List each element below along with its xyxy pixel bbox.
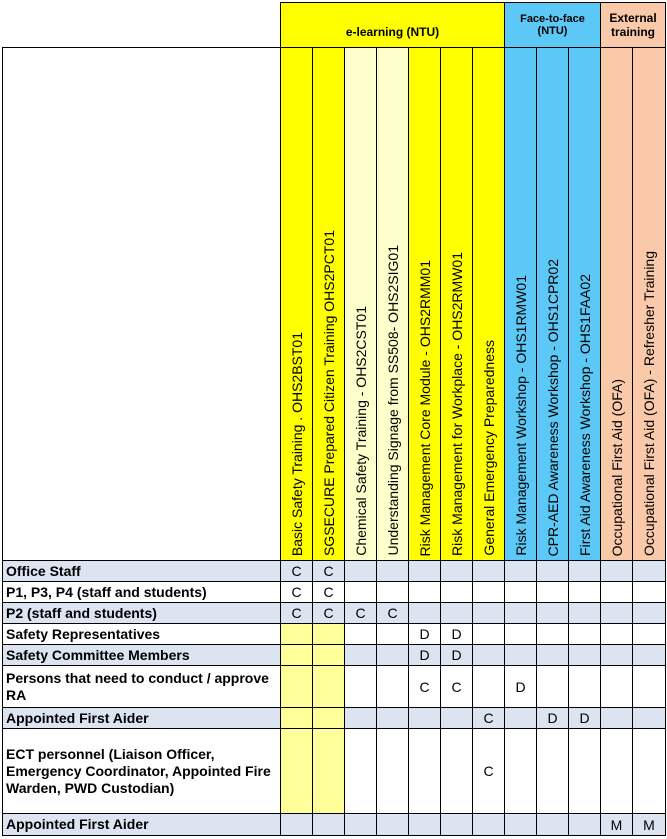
requirement-cell	[505, 729, 537, 814]
row-label: Persons that need to conduct / approve RA	[3, 666, 281, 708]
requirement-cell	[569, 666, 601, 708]
requirement-cell: C	[313, 561, 345, 582]
requirement-cell	[601, 645, 633, 666]
requirement-cell	[313, 708, 345, 729]
requirement-cell	[569, 603, 601, 624]
requirement-cell	[473, 645, 505, 666]
requirement-cell	[345, 561, 377, 582]
course-label: Occupational First Aid (OFA)	[608, 378, 625, 556]
table-row	[3, 645, 666, 666]
requirement-cell	[601, 708, 633, 729]
requirement-cell	[313, 729, 345, 814]
requirement-cell	[409, 603, 441, 624]
course-label: Understanding Signage from SS508- OHS2SIG01	[384, 245, 401, 556]
requirement-cell	[377, 708, 409, 729]
course-label: Risk Management Workshop - OHS1RMW01	[512, 275, 529, 556]
requirement-cell	[537, 645, 569, 666]
requirement-cell: C	[345, 603, 377, 624]
requirement-cell	[601, 603, 633, 624]
requirement-cell: D	[505, 666, 537, 708]
requirement-cell: C	[313, 603, 345, 624]
requirement-cell	[505, 624, 537, 645]
course-label: Risk Management for Workplace - OHS2RMW01	[448, 252, 465, 556]
requirement-cell: C	[281, 603, 313, 624]
requirement-cell	[281, 708, 313, 729]
course-header	[409, 48, 441, 561]
row-label: Appointed First Aider	[3, 708, 281, 729]
requirement-cell	[313, 666, 345, 708]
requirement-cell	[633, 666, 666, 708]
course-label: CPR-AED Awareness Workshop - OHS1CPR02	[544, 258, 561, 556]
requirement-cell	[633, 582, 666, 603]
course-header-row	[3, 48, 666, 561]
requirement-cell	[441, 814, 473, 836]
requirement-cell	[633, 729, 666, 814]
requirement-cell	[505, 582, 537, 603]
row-label: Office Staff	[3, 561, 281, 582]
requirement-cell	[633, 645, 666, 666]
course-label: SGSECURE Prepared Citizen Training OHS2PCT01	[320, 229, 337, 556]
requirement-cell	[281, 645, 313, 666]
requirement-cell	[377, 729, 409, 814]
row-label: P1, P3, P4 (staff and students)	[3, 582, 281, 603]
requirement-cell	[345, 624, 377, 645]
table-body	[3, 561, 666, 836]
course-label: General Emergency Preparedness	[480, 340, 497, 556]
requirement-cell	[281, 729, 313, 814]
requirement-cell	[409, 729, 441, 814]
requirement-cell	[505, 708, 537, 729]
requirement-cell	[377, 666, 409, 708]
requirement-cell	[633, 561, 666, 582]
table-row	[3, 708, 666, 729]
requirement-cell	[377, 814, 409, 836]
table-row	[3, 603, 666, 624]
group-header-row	[3, 3, 666, 48]
requirement-cell: C	[473, 708, 505, 729]
requirement-cell	[473, 666, 505, 708]
requirement-cell: M	[601, 814, 633, 836]
requirement-cell: D	[537, 708, 569, 729]
requirement-cell	[377, 624, 409, 645]
training-requirements-table	[2, 2, 666, 836]
requirement-cell	[281, 814, 313, 836]
requirement-cell	[633, 708, 666, 729]
requirement-cell	[377, 561, 409, 582]
requirement-cell	[377, 582, 409, 603]
requirement-cell: M	[633, 814, 666, 836]
requirement-cell	[569, 561, 601, 582]
requirement-cell: D	[569, 708, 601, 729]
requirement-cell	[569, 582, 601, 603]
requirement-cell	[345, 645, 377, 666]
requirement-cell: C	[281, 582, 313, 603]
course-header	[537, 48, 569, 561]
course-header	[345, 48, 377, 561]
requirement-cell	[345, 708, 377, 729]
requirement-cell: D	[409, 624, 441, 645]
course-header	[377, 48, 409, 561]
requirement-cell: C	[409, 666, 441, 708]
requirement-cell	[313, 624, 345, 645]
requirement-cell	[473, 603, 505, 624]
requirement-cell	[601, 582, 633, 603]
group-external: External training	[601, 3, 666, 48]
requirement-cell	[505, 561, 537, 582]
requirement-cell	[441, 561, 473, 582]
requirement-cell: C	[377, 603, 409, 624]
requirement-cell	[537, 729, 569, 814]
course-header	[633, 48, 666, 561]
requirement-cell	[345, 582, 377, 603]
group-elearning: e-learning (NTU)	[281, 3, 505, 48]
requirement-cell	[409, 814, 441, 836]
requirement-cell	[569, 814, 601, 836]
row-label: Safety Representatives	[3, 624, 281, 645]
course-header	[505, 48, 537, 561]
requirement-cell	[569, 645, 601, 666]
requirement-cell	[569, 624, 601, 645]
table-row	[3, 814, 666, 836]
requirement-cell	[537, 814, 569, 836]
requirement-cell	[409, 582, 441, 603]
requirement-cell: D	[409, 645, 441, 666]
requirement-cell	[537, 666, 569, 708]
requirement-cell	[441, 708, 473, 729]
row-label: Safety Committee Members	[3, 645, 281, 666]
requirement-cell	[409, 561, 441, 582]
requirement-cell: C	[281, 561, 313, 582]
requirement-cell	[537, 561, 569, 582]
requirement-cell	[601, 561, 633, 582]
requirement-cell	[537, 603, 569, 624]
course-header	[313, 48, 345, 561]
requirement-cell	[441, 729, 473, 814]
course-header	[281, 48, 313, 561]
requirement-cell	[409, 708, 441, 729]
blank-label-header	[3, 48, 281, 561]
table-row	[3, 582, 666, 603]
requirement-cell	[537, 624, 569, 645]
requirement-cell	[345, 729, 377, 814]
row-label: Appointed First Aider	[3, 814, 281, 836]
table-row	[3, 729, 666, 814]
requirement-cell	[281, 666, 313, 708]
requirement-cell	[569, 729, 601, 814]
requirement-cell	[537, 582, 569, 603]
course-header	[473, 48, 505, 561]
course-header	[601, 48, 633, 561]
requirement-cell	[377, 645, 409, 666]
requirement-cell	[441, 603, 473, 624]
course-label: Basic Safety Training . OHS2BST01	[288, 331, 305, 556]
requirement-cell: C	[473, 729, 505, 814]
requirement-cell	[601, 729, 633, 814]
requirement-cell	[505, 814, 537, 836]
course-label: Risk Management Core Module - OHS2RMM01	[416, 259, 433, 556]
requirement-cell	[441, 582, 473, 603]
group-face-to-face: Face-to-face (NTU)	[505, 3, 601, 48]
requirement-cell	[505, 603, 537, 624]
requirement-cell	[313, 645, 345, 666]
requirement-cell	[601, 666, 633, 708]
table-row	[3, 666, 666, 708]
course-label: First Aid Awareness Workshop - OHS1FAA02	[576, 274, 593, 556]
requirement-cell	[345, 814, 377, 836]
requirement-cell: D	[441, 624, 473, 645]
table-row	[3, 624, 666, 645]
table-row	[3, 561, 666, 582]
requirement-cell	[601, 624, 633, 645]
requirement-cell	[473, 624, 505, 645]
requirement-cell: D	[441, 645, 473, 666]
course-header	[569, 48, 601, 561]
course-label: Occupational First Aid (OFA) - Refresher Training	[641, 251, 657, 556]
requirement-cell	[473, 582, 505, 603]
requirement-cell	[473, 814, 505, 836]
row-label: P2 (staff and students)	[3, 603, 281, 624]
blank-corner	[3, 3, 281, 48]
requirement-cell	[281, 624, 313, 645]
requirement-cell: C	[313, 582, 345, 603]
requirement-cell	[633, 603, 666, 624]
requirement-cell: C	[441, 666, 473, 708]
course-header	[441, 48, 473, 561]
requirement-cell	[473, 561, 505, 582]
requirement-cell	[633, 624, 666, 645]
requirement-cell	[345, 666, 377, 708]
row-label: ECT personnel (Liaison Officer, Emergency Coordinator, Appointed Fire Warden, PWD Custodian)	[3, 729, 281, 814]
requirement-cell	[313, 814, 345, 836]
requirement-cell	[505, 645, 537, 666]
course-label: Chemical Safety Training - OHS2CST01	[352, 306, 369, 556]
